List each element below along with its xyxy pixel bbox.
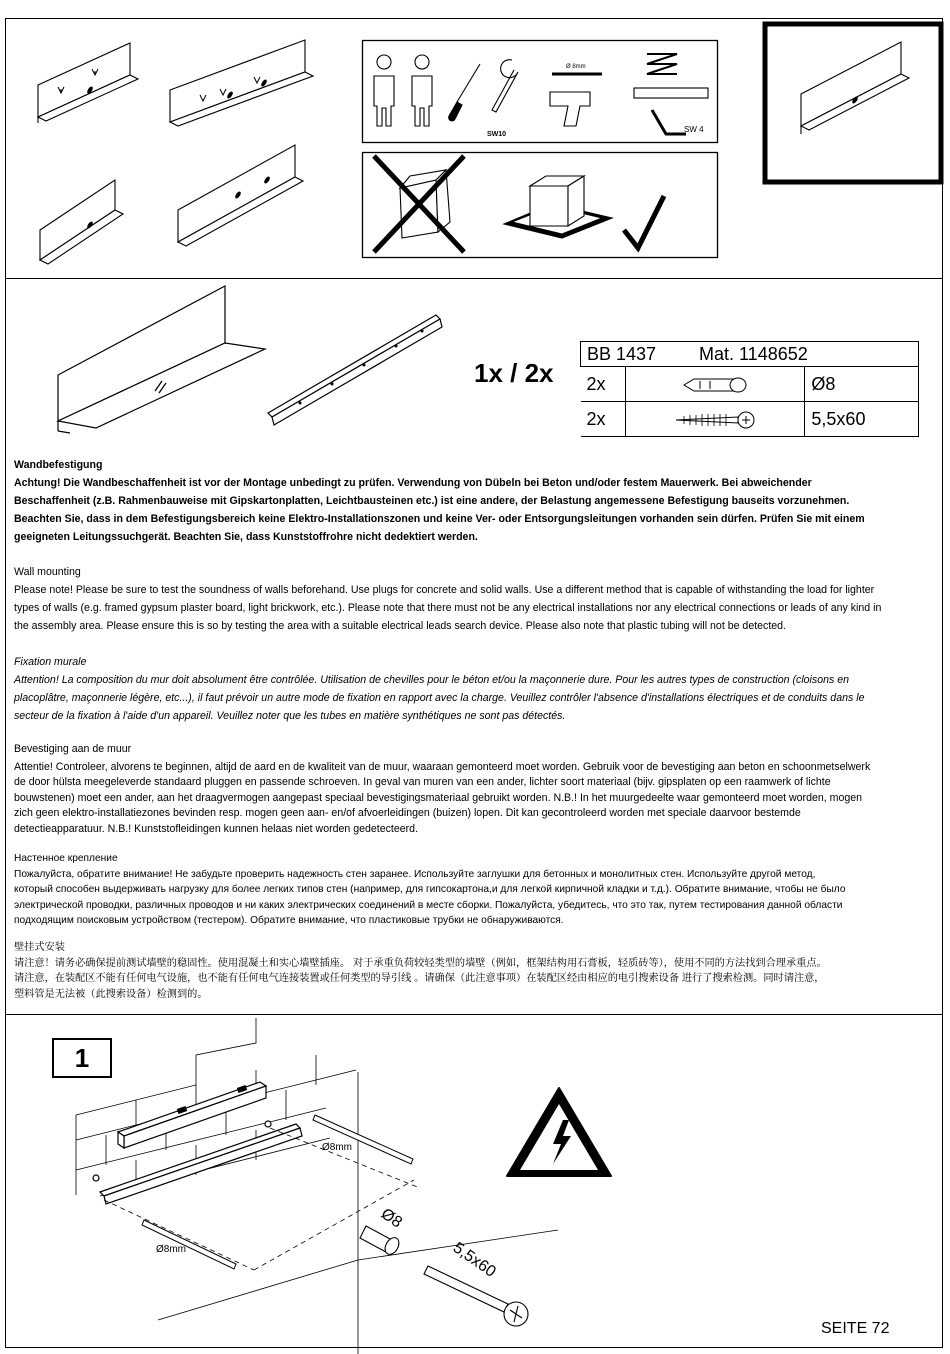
instructions-nl-line: zich geen elektro-installatiezones bevinden resp. mogen geen aan- en/of afvoerleidingen (buizen) lopen. Dit kan gecontroleerd worden met speciale daarvoor bestemde xyxy=(14,807,801,819)
instructions-zh-line: 塑料管是无法被（此搜索设备）检测到的。 xyxy=(14,988,208,1000)
parts-row xyxy=(581,402,919,437)
instructions-de-line: Beschaffenheit (z.B. Rahmenbauweise mit Gipskartonplatten, Leichtbausteinen etc.) ist eine andere, der Belastung angemessene Befestigung bauseits vorzunehmen. xyxy=(14,495,850,507)
page-number: SEITE 72 xyxy=(821,1320,890,1337)
instructions-ru-line: Пожалуйста, обратите внимание! Не забудьте проверить надежность стен заранее. Используйте заглушки для бетонных и монолитных стен. Используйте другой метод, xyxy=(14,868,816,880)
instructions-nl-line: de door hülsta meegeleverde standaard pluggen en passende schroeven. In geval van muren van een ander, lichter soort materiaal (bijv. gipsplaten op een raamwerk of lichte xyxy=(14,776,831,788)
placement-box xyxy=(362,152,718,258)
instructions-nl-line: bouwstenen) moet een ander, aan het draagvermogen aangepast speciaal bevestigingsmateriaal gebruikt worden. N.B.! In het muurgedeelte waar gemonteerd moet worden, mogen xyxy=(14,791,863,804)
instructions-nl xyxy=(14,742,934,837)
instructions-de xyxy=(14,456,934,546)
instructions-nl-title: Bevestiging aan de muur xyxy=(14,743,132,755)
section-divider-bottom xyxy=(5,1014,943,1015)
instructions-fr-title: Fixation murale xyxy=(14,656,87,668)
instructions-nl-line: detectieapparatuur. N.B.! Kunststofleidingen kunnen helaas niet worden gedetecteerd. xyxy=(14,822,419,835)
wall-plug-icon xyxy=(625,367,805,402)
part-size: 5,5x60 xyxy=(805,402,919,437)
tools-box xyxy=(362,40,718,143)
instructions-nl-line: Attentie! Controleer, alvorens te beginnen, altijd de aard en de kwaliteit van de muur, waaraan gemonteerd moet worden. Gebruik voor de bevestiging aan beton en schoonmetselwerk xyxy=(14,760,871,773)
instructions-de-title: Wandbefestigung xyxy=(14,459,103,471)
drill-label-bottom: Ø8mm xyxy=(156,1244,186,1255)
instructions-de-line: Beachten Sie, dass in dem Befestigungsbereich keine Elektro-Installationszonen und keine Ver- oder Entsorgungsleitungen vorhanden sein dürfen. Prüfen Sie mit einem xyxy=(14,513,865,525)
wall-mounting-illustration xyxy=(60,1020,560,1330)
instructions-zh-line: 请注意！请务必确保提前测试墙壁的稳固性。使用混凝土和实心墙壁插座。 对于承重负荷较轻类型的墙壁（例如，框架结构用石膏板，轻质砖等），使用不同的方法找到合理承重点。 xyxy=(14,957,827,969)
instructions-fr-line: secteur de la fixation à l'aide d'un appareil. Veuillez noter que les tubes en matière synthétiques ne sont pas détectés. xyxy=(14,710,566,722)
plug-size-label: Ø8 xyxy=(377,1205,405,1232)
shelf-variants-illustration xyxy=(30,35,350,265)
instructions-en-line: types of walls (e.g. framed gypsum plaster board, light brickwork, etc.). Please note that there must not be any electrical installations nor any electrical connections or leads of any kind in xyxy=(14,602,882,614)
drill-size-label: Ø 8mm xyxy=(566,64,586,70)
instructions-de-line: geeigneten Leitungssuchgerät. Beachten Sie, dass Kunststoffrohre nicht dedektiert werden. xyxy=(14,531,478,543)
drill-label-top: Ø8mm xyxy=(322,1142,352,1153)
sw10-label: SW10 xyxy=(487,131,507,138)
step-number-box: 1 xyxy=(52,1038,112,1078)
part-count: 2x xyxy=(581,402,626,437)
instructions-en-title: Wall mounting xyxy=(14,566,81,578)
instructions-ru-line: который способен выдерживать нагрузку для более легких типов стен (например, для гипсокартона,и для легкой кирпичной кладки и т.д.). Обратите внимание, чтобы не было xyxy=(14,884,846,895)
instructions-zh-line: 请注意，在装配区不能有任何电气设施，也不能有任何电气连接装置或任何类型的导引线 。请确保（此注意事项）在装配区经由相应的电引搜索设备 进行了搜索检测。同时请注意， xyxy=(14,973,825,984)
instructions-en-line: the assembly area. Please ensure this is so by testing the area with a suitable electrical leads search device. Please also note that plastic tubing will not be detected. xyxy=(14,620,787,632)
instructions-ru-title: Настенное крепление xyxy=(14,853,118,864)
section-divider-top xyxy=(5,278,943,279)
screw-icon xyxy=(625,402,805,437)
parts-table xyxy=(580,341,919,437)
instructions-zh-title: 壁挂式安装 xyxy=(14,942,65,953)
electrical-warning-icon xyxy=(503,1084,615,1180)
part-size: Ø8 xyxy=(805,367,919,402)
instructions-fr-line: Attention! La composition du mur doit absolument être contrôlée. Utilisation de chevilles pour le béton et/ou la maçonnerie dure. Pour les autres types de construction (cloisons en xyxy=(14,674,850,686)
instructions-en-line: Please note! Please be sure to test the soundness of walls beforehand. Use plugs for concrete and solid walls. Use a different method that is capable of withstanding the load for lighter xyxy=(14,584,875,596)
shelf-with-rail-illustration xyxy=(50,283,450,443)
instructions-ru-line: электрической проводки, различных проводов и ни каких электрических соединений в месте сборки. Пожалуйста, убедитесь, что это так, путем тестирования данной области xyxy=(14,899,843,911)
highlighted-shelf xyxy=(763,22,943,184)
instructions-de-line: Achtung! Die Wandbeschaffenheit ist vor der Montage unbedingt zu prüfen. Verwendung von Dübeln bei Beton und/oder festem Mauerwerk. Bei abweichender xyxy=(14,477,812,489)
instructions-zh xyxy=(14,940,934,1002)
product-code: BB 1437 xyxy=(587,343,657,364)
instructions-ru xyxy=(14,851,934,929)
instructions-fr xyxy=(14,653,934,725)
sw4-label: SW 4 xyxy=(684,125,704,134)
instructions-en xyxy=(14,563,934,635)
screw-size-label: 5,5x60 xyxy=(449,1239,499,1281)
instructions-fr-line: placoplâtre, maçonnerie légère, etc...), il faut prévoir un autre mode de fixation en rapport avec la charge. Veuillez contrôler l'absence d'installations électriques et de conduits dans le xyxy=(14,692,865,704)
material-number: Mat. 1148652 xyxy=(699,343,808,364)
quantity-label: 1x / 2x xyxy=(474,358,554,388)
part-count: 2x xyxy=(581,367,626,402)
instructions-ru-line: подходящим поисковым устройством (тестером). Обратите внимание, что пластиковые трубки не обнаруживаются. xyxy=(14,915,564,926)
parts-row xyxy=(581,367,919,402)
